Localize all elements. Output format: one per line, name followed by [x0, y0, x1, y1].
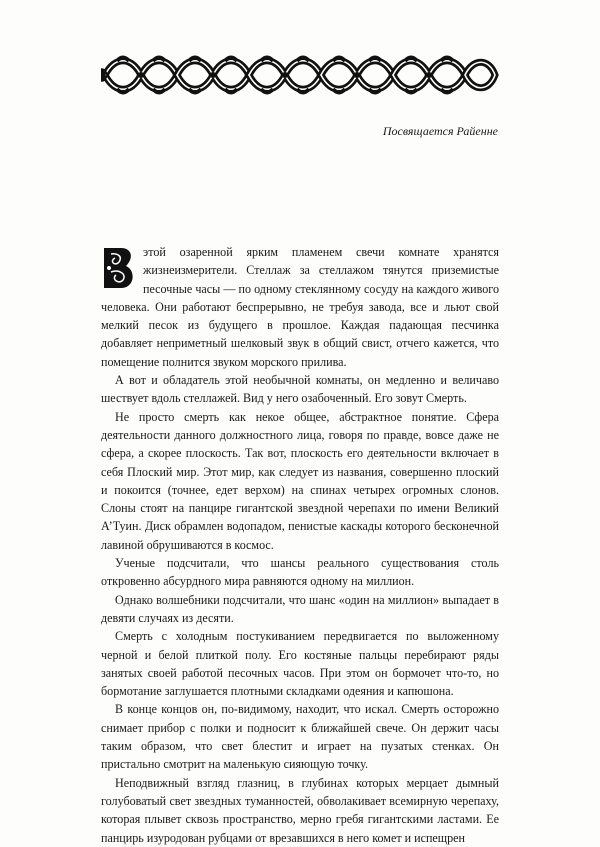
body-text [101, 243, 499, 847]
paragraph: Не просто смерть как некое общее, абстрактное понятие. Сфера деятельности данного должностного лица, говоря по правде, вовсе даже не сфера, а скорее плоскость. Так вот, плоскость его деятельности включает в себя Плоский мир. Этот мир, как следует из названия, совершенно плоский и покоится (точнее, едет верхом) на спинах четырех огромных слонов. Слоны стоят на панцире гигантской звездной черепахи по имени Великий А’Туин. Диск обрамлен водопадом, пенистые каскады которого бесконечной лавиной обрушиваются в космос. [101, 409, 499, 552]
dedication: Посвящается Райенне [382, 124, 498, 138]
paragraph [101, 243, 499, 371]
paragraph: А вот и обладатель этой необычной комнаты, он медленно и величаво шествует вдоль стеллажей. Вид у него озабоченный. Его зовут Смерть. [101, 373, 499, 406]
paragraph: Смерть с холодным постукиванием передвигается по выложенному черной и белой плиткой полу. Его костяные пальцы перебирают ряды занятых своей работой песочных часов. При этом он бормочет что-то, но бормотание заглушается плотными складками одеяния и капюшона. [101, 629, 499, 699]
paragraph-text: этой озаренной ярким пламенем свечи комнате хранятся жизнеизмерители. Стеллаж за стеллажом тянутся приземистые песочные часы — по одному стеклянному сосуду на каждого живого человека. Они работают беспрерывно, не требуя завода, все и льют свой мелкий песок из будущего в прошлое. Каждая падающая песчинка добавляет неприметный шелковый звук в общий свист, отчего кажется, что помещение полнится звуком морского прилива. [101, 245, 499, 369]
paragraph: Ученые подсчитали, что шансы реального существования столь откровенно абсурдного мира равняются одному на миллион. [101, 556, 499, 589]
paragraph: Однако волшебники подсчитали, что шанс «один на миллион» выпадает в девяти случаях из десяти. [101, 592, 499, 625]
drop-cap [101, 245, 137, 291]
paragraph: В конце концов он, по-видимому, находит, что искал. Смерть осторожно снимает прибор с полки и подносит к ближайшей свече. Он держит часы таким образом, что свет блестит и играет на пузатых стенках. Он пристально смотрит на маленькую сияющую точку. [101, 702, 499, 772]
celtic-knot-ornament [101, 52, 501, 98]
paragraph: Неподвижный взгляд глазниц, в глубинах которых мерцает дымный голубоватый свет звездных туманностей, обволакивает всемирную черепаху, которая плывет сквозь пространство, мерно гребя гигантскими ластами. Ее панцирь изуродован рубцами от врезавшихся в него комет и испещрен [101, 775, 499, 845]
